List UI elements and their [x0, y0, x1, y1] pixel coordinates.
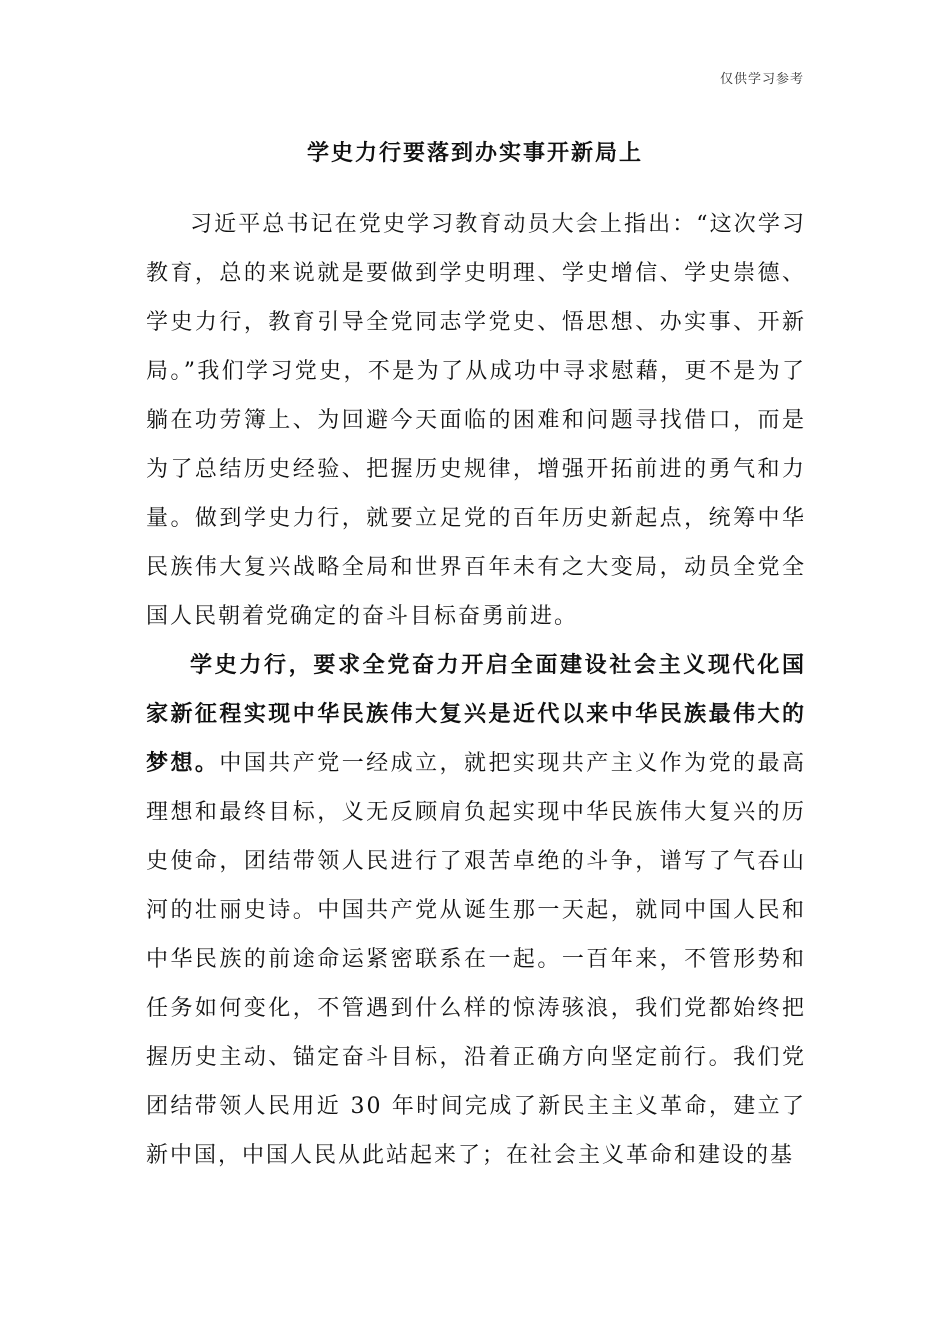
- paragraph-2: [146, 641, 806, 1180]
- document-body: [146, 200, 806, 1180]
- paragraph-2-lead: 学史力行，要求全党奋力开启全面建设社会主义现代化国家新征程实现中华民族伟大复兴是近代以来中华民族最伟大的梦想。: [146, 652, 806, 776]
- paragraph-1-text: 习近平总书记在党史学习教育动员大会上指出：“这次学习教育，总的来说就是要做到学史明理、学史增信、学史崇德、学史力行，教育引导全党同志学党史、悟思想、办实事、开新局。”我们学习党史，不是为了从成功中寻求慰藉，更不是为了躺在功劳簿上、为回避今天面临的困难和问题寻找借口，而是为了总结历史经验、把握历史规律，增强开拓前进的勇气和力量。做到学史力行，就要立足党的百年历史新起点，统筹中华民族伟大复兴战略全局和世界百年未有之大变局，动员全党全国人民朝着党确定的奋斗目标奋勇前进。: [146, 212, 806, 629]
- document-title: 学史力行要落到办实事开新局上: [306, 140, 643, 166]
- paragraph-1: [146, 200, 806, 641]
- paragraph-2-text: 中国共产党一经成立，就把实现共产主义作为党的最高理想和最终目标，义无反顾肩负起实现中华民族伟大复兴的历史使命，团结带领人民进行了艰苦卓绝的斗争，谱写了气吞山河的壮丽史诗。中国共产党从诞生那一天起，就同中国人民和中华民族的前途命运紧密联系在一起。一百年来，不管形势和任务如何变化，不管遇到什么样的惊涛骇浪，我们党都始终把握历史主动、锚定奋斗目标，沿着正确方向坚定前行。我们党团结带领人民用近 30 年时间完成了新民主主义革命，建立了新中国，中国人民从此站起来了；在社会主义革命和建设的基: [146, 751, 806, 1168]
- header-note: 仅供学习参考: [719, 72, 804, 87]
